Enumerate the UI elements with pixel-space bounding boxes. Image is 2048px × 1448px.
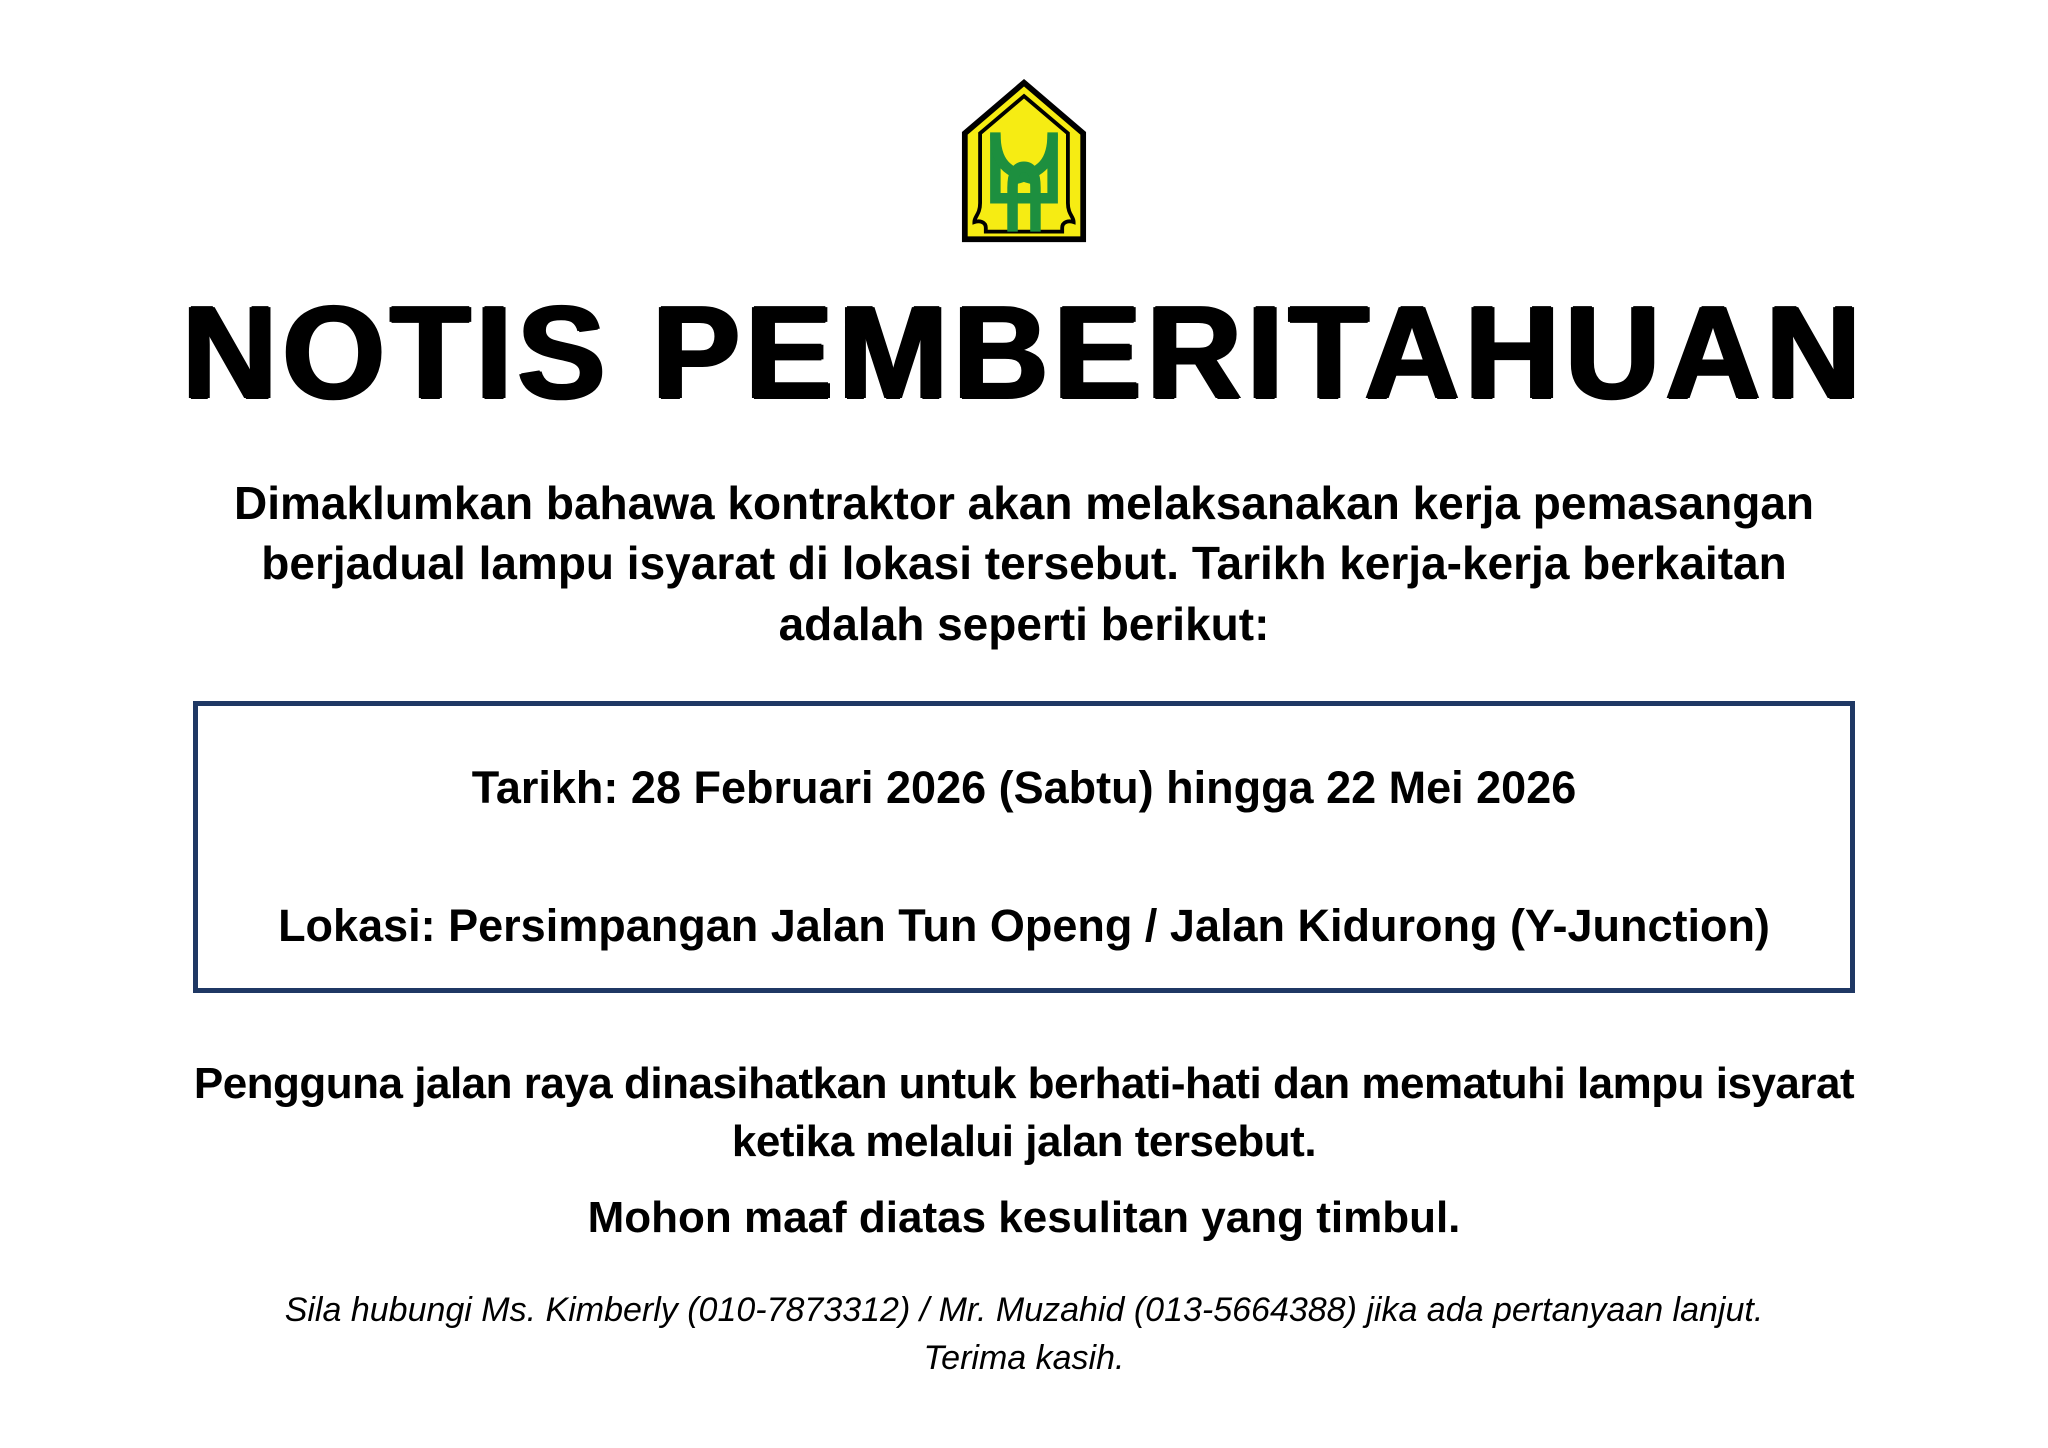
intro-line-1: Dimaklumkan bahawa kontraktor akan melaksanakan kerja pemasangan bbox=[233, 476, 1815, 529]
house-emblem-logo bbox=[961, 78, 1087, 244]
apology-line: Mohon maaf diatas kesulitan yang timbul. bbox=[587, 1192, 1461, 1242]
closing-line: Terima kasih. bbox=[923, 1338, 1125, 1377]
contact-section bbox=[0, 1287, 2048, 1382]
house-emblem-icon bbox=[961, 78, 1087, 244]
advisory-line-1: Pengguna jalan raya dinasihatkan untuk berhati-hati dan mematuhi lampu isyarat bbox=[193, 1058, 1855, 1108]
intro-paragraph bbox=[0, 473, 2048, 655]
advisory-line-2: ketika melalui jalan tersebut. bbox=[731, 1116, 1317, 1166]
schedule-date: Tarikh: 28 Februari 2026 (Sabtu) hingga 22 Mei 2026 bbox=[471, 761, 1577, 813]
schedule-location: Lokasi: Persimpangan Jalan Tun Openg / Jalan Kidurong (Y-Junction) bbox=[278, 899, 1770, 951]
intro-line-3: adalah seperti berikut: bbox=[778, 598, 1270, 651]
contact-line: Sila hubungi Ms. Kimberly (010-7873312) / Mr. Muzahid (013-5664388) jika ada pertanyaan lanjut. bbox=[284, 1290, 1764, 1329]
schedule-box bbox=[193, 701, 1855, 993]
advisory-paragraph bbox=[0, 1055, 2048, 1171]
intro-line-2: berjadual lampu isyarat di lokasi tersebut. Tarikh kerja-kerja berkaitan bbox=[261, 537, 1787, 590]
notice-title: NOTIS PEMBERITAHUAN bbox=[182, 279, 1866, 426]
